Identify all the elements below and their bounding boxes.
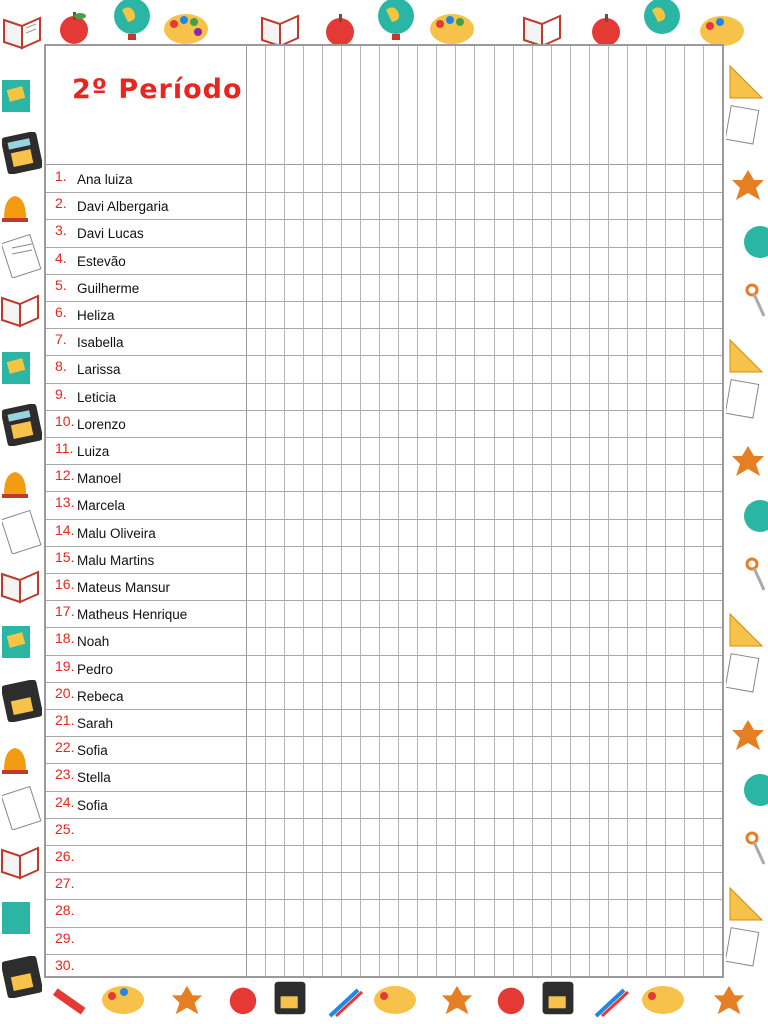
student-row <box>46 546 722 574</box>
student-number: 29. <box>55 929 75 946</box>
student-row <box>46 573 722 601</box>
student-row <box>46 383 722 411</box>
student-name: Rebeca <box>77 688 124 704</box>
calculator-icon <box>540 980 576 1016</box>
calculator-icon <box>272 980 308 1016</box>
student-number: 14. <box>55 521 75 538</box>
bell-icon <box>0 466 30 502</box>
autumn-leaf-icon <box>730 168 766 204</box>
student-row <box>46 437 722 465</box>
student-number: 26. <box>55 848 75 864</box>
student-name: Heliza <box>77 308 115 323</box>
notebook-icon <box>726 926 760 968</box>
student-name: Sofia <box>77 743 108 759</box>
bell-icon <box>0 190 30 226</box>
student-name: Malu Martins <box>77 552 155 568</box>
student-row <box>46 355 722 383</box>
calculator-icon <box>2 132 42 174</box>
student-name: Sarah <box>77 716 114 731</box>
student-number: 11. <box>55 440 74 456</box>
student-number: 5. <box>55 276 67 293</box>
student-name: Leticia <box>77 389 117 405</box>
globe-icon <box>372 0 420 42</box>
student-roster <box>46 165 722 976</box>
notebook-icon <box>0 78 32 114</box>
calculator-icon <box>2 680 42 722</box>
student-number: 24. <box>55 793 75 810</box>
student-number: 9. <box>55 385 67 402</box>
calculator-icon <box>2 956 42 998</box>
student-row <box>46 165 722 193</box>
student-number: 8. <box>55 358 67 375</box>
student-row <box>46 709 722 737</box>
ruler-icon <box>726 884 766 924</box>
student-row <box>46 736 722 764</box>
book-icon <box>0 566 40 606</box>
ruler-icon <box>726 336 766 376</box>
student-row <box>46 219 722 247</box>
student-number: 4. <box>55 249 67 266</box>
student-row <box>46 301 722 329</box>
attendance-sheet <box>44 44 724 978</box>
student-row <box>46 954 722 981</box>
autumn-leaf-icon <box>440 984 474 1018</box>
student-row <box>46 655 722 683</box>
student-name: Guilherme <box>77 280 140 296</box>
student-row <box>46 464 722 492</box>
student-number: 23. <box>55 766 75 783</box>
student-row <box>46 491 722 519</box>
bell-icon <box>0 742 30 778</box>
student-name: Mateus Mansur <box>77 580 171 595</box>
student-name: Luiza <box>77 444 110 459</box>
student-number: 16. <box>55 576 75 592</box>
student-row <box>46 845 722 873</box>
student-row <box>46 274 722 302</box>
student-name: Pedro <box>77 661 114 677</box>
globe-icon <box>738 770 768 814</box>
autumn-leaf-icon <box>170 984 204 1018</box>
student-row <box>46 818 722 846</box>
student-number: 7. <box>55 331 67 348</box>
student-number: 12. <box>55 467 75 484</box>
student-number: 6. <box>55 304 67 320</box>
student-number: 10. <box>55 412 75 429</box>
student-number: 21. <box>55 712 75 728</box>
student-row <box>46 192 722 220</box>
globe-icon <box>108 0 156 42</box>
student-row <box>46 872 722 900</box>
sheet-title: 2º Período <box>72 74 243 105</box>
ruler-icon <box>726 610 766 650</box>
student-row <box>46 899 722 927</box>
student-row <box>46 519 722 547</box>
student-row <box>46 763 722 791</box>
student-row <box>46 627 722 655</box>
student-name: Davi Albergaria <box>77 199 169 215</box>
student-number: 20. <box>55 684 75 701</box>
autumn-leaf-icon <box>730 718 766 754</box>
student-row <box>46 791 722 819</box>
paint-palette-icon <box>428 12 476 46</box>
globe-icon <box>738 222 768 266</box>
paintbrush-icon <box>326 984 366 1020</box>
paint-palette-icon <box>698 14 746 48</box>
notebook-icon <box>0 900 32 936</box>
autumn-leaf-icon <box>712 984 746 1018</box>
paintbrush-icon <box>592 984 632 1020</box>
student-name: Malu Oliveira <box>77 525 156 541</box>
student-number: 18. <box>55 630 75 647</box>
student-name: Sofia <box>77 797 108 813</box>
scissors-icon <box>744 830 768 866</box>
notebook-icon <box>726 378 760 420</box>
student-number: 2. <box>55 195 67 212</box>
apple-icon <box>56 10 92 46</box>
student-row <box>46 247 722 275</box>
notebook-icon <box>2 234 42 278</box>
book-icon <box>0 290 40 330</box>
student-number: 22. <box>55 739 75 756</box>
student-number: 27. <box>55 875 75 892</box>
scissors-icon <box>744 282 768 318</box>
notebook-icon <box>2 786 42 830</box>
apple-icon <box>588 12 624 48</box>
student-name: Larissa <box>77 362 121 378</box>
scissors-icon <box>744 556 768 592</box>
student-name: Noah <box>77 634 110 650</box>
student-row <box>46 410 722 438</box>
globe-icon <box>638 0 686 42</box>
student-name: Stella <box>77 770 111 786</box>
globe-icon <box>738 496 768 540</box>
notebook-icon <box>726 104 760 146</box>
student-name: Davi Lucas <box>77 226 144 242</box>
book-icon <box>0 10 44 54</box>
paint-palette-icon <box>640 982 686 1016</box>
notebook-icon <box>726 652 760 694</box>
student-number: 19. <box>55 657 75 674</box>
student-number: 15. <box>55 548 75 565</box>
student-name: Lorenzo <box>77 416 126 432</box>
paint-palette-icon <box>162 12 210 46</box>
student-number: 17. <box>55 603 75 620</box>
apple-icon <box>226 982 260 1016</box>
student-name: Matheus Henrique <box>77 607 188 623</box>
apple-icon <box>322 12 358 48</box>
calculator-icon <box>2 404 42 446</box>
autumn-leaf-icon <box>730 444 766 480</box>
student-row <box>46 328 722 356</box>
notebook-icon <box>0 350 32 386</box>
student-row <box>46 927 722 955</box>
student-number: 30. <box>55 956 75 973</box>
book-icon <box>0 842 40 882</box>
paint-palette-icon <box>100 982 146 1016</box>
pencil-icon <box>48 984 92 1020</box>
student-name: Manoel <box>77 471 122 487</box>
student-number: 28. <box>55 902 75 919</box>
student-name: Ana luiza <box>77 172 133 187</box>
notebook-icon <box>2 510 42 554</box>
student-number: 25. <box>55 820 75 837</box>
apple-icon <box>494 982 528 1016</box>
student-row <box>46 682 722 710</box>
ruler-icon <box>726 62 766 102</box>
paint-palette-icon <box>372 982 418 1016</box>
student-number: 3. <box>55 222 67 239</box>
student-name: Marcela <box>77 498 126 514</box>
student-number: 13. <box>55 494 75 511</box>
student-row <box>46 600 722 628</box>
student-name: Isabella <box>77 335 124 351</box>
notebook-icon <box>0 624 32 660</box>
student-number: 1. <box>55 168 67 184</box>
student-name: Estevão <box>77 253 126 269</box>
